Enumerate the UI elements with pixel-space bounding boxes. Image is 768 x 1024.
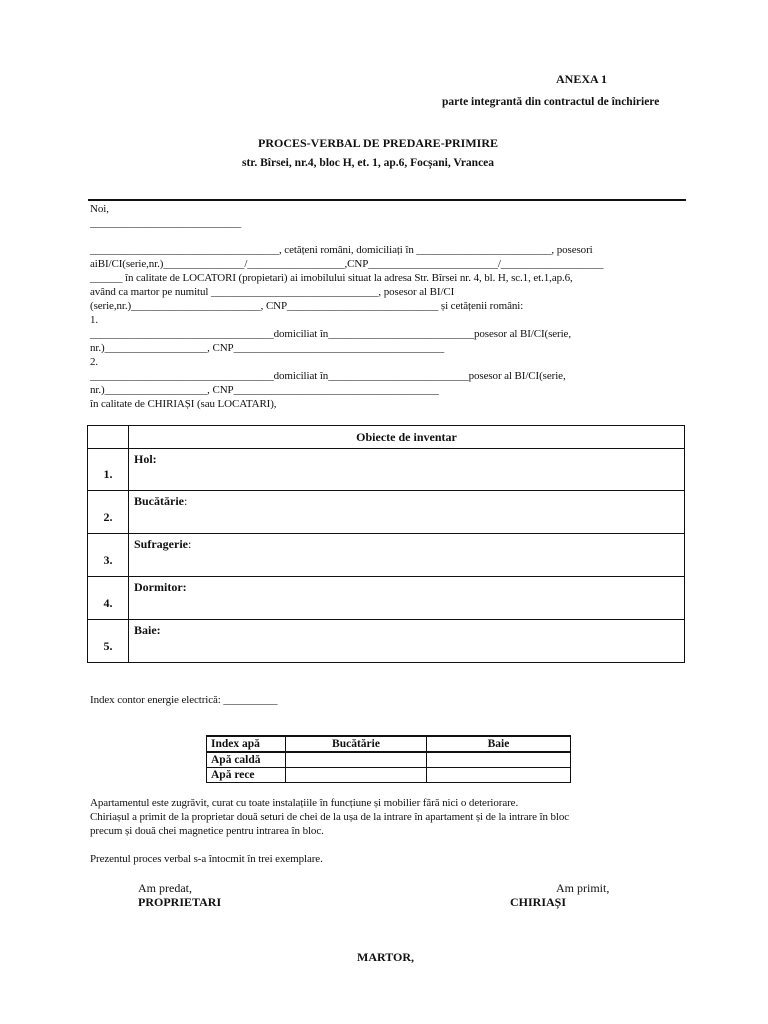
- room-label-suffix: :: [187, 537, 192, 551]
- water-header-cell: Index apă: [207, 736, 286, 752]
- received-label: Am primit,: [556, 881, 610, 895]
- body-line: __________________________________domiciliat în__________________________posesor al BI/CI(serie,: [90, 370, 566, 382]
- document-title: PROCES-VERBAL DE PREDARE-PRIMIRE: [258, 136, 499, 150]
- row-number: 5.: [88, 620, 129, 663]
- row-number: 1.: [88, 449, 129, 491]
- water-header-row: [207, 736, 571, 752]
- property-address: str. Bîrsei, nr.4, bloc H, et. 1, ap.6, Focșani, Vrancea: [242, 157, 495, 169]
- water-value-cell: [286, 768, 427, 783]
- body-line: în calitate de CHIRIAȘI (sau LOCATARI),: [90, 398, 277, 410]
- handed-over-label: Am predat,: [138, 881, 192, 895]
- closing-paragraph: Chiriașul a primit de la proprietar două seturi de chei de la ușa de la intrare în apartament și de la intrare în bloc: [90, 811, 570, 823]
- water-type-label: Apă rece: [207, 768, 286, 783]
- inventory-table: [87, 425, 685, 663]
- body-line: având ca martor pe numitul _______________________________, posesor al BI/CI: [90, 286, 455, 298]
- water-index-table: [206, 735, 571, 783]
- inventory-header: Obiecte de inventar: [129, 426, 685, 449]
- table-row: [207, 752, 571, 768]
- body-line: __________________________________domiciliat în___________________________posesor al BI/CI(serie,: [90, 328, 571, 340]
- body-line: nr.)___________________, CNP_______________________________________: [90, 342, 445, 354]
- closing-paragraph: Prezentul proces verbal s-a întocmit în trei exemplare.: [90, 853, 323, 865]
- body-line: 1.: [90, 314, 99, 326]
- header-divider: [88, 199, 686, 201]
- body-line: Noi,: [90, 203, 109, 215]
- body-line: nr.)___________________, CNP______________________________________: [90, 384, 439, 396]
- body-line: ___________________________________, cetățeni români, domiciliați în _________________________, posesori: [90, 244, 593, 256]
- inventory-header-row: [88, 426, 685, 449]
- body-line: ____________________________: [90, 217, 242, 229]
- room-label-suffix: :: [184, 494, 188, 508]
- room-cell: [129, 491, 685, 534]
- annex-subtitle: parte integrantă din contractul de închiriere: [442, 96, 660, 108]
- electricity-meter-index: Index contor energie electrică: __________: [90, 694, 278, 706]
- table-row: [88, 491, 685, 534]
- table-row: [207, 768, 571, 783]
- owners-label: PROPRIETARI: [138, 895, 222, 909]
- row-number: 3.: [88, 534, 129, 577]
- row-number: 2.: [88, 491, 129, 534]
- room-cell: [129, 534, 685, 577]
- table-row: [88, 577, 685, 620]
- witness-label: MARTOR,: [357, 950, 415, 964]
- body-line: 2.: [90, 356, 99, 368]
- water-value-cell: [286, 752, 427, 768]
- table-row: [88, 620, 685, 663]
- table-row: [88, 449, 685, 491]
- body-line: (serie,nr.)________________________, CNP____________________________ și cetățenii români:: [90, 300, 524, 312]
- water-value-cell: [427, 768, 571, 783]
- tenants-label: CHIRIAȘI: [510, 895, 567, 909]
- room-label: Bucătărie: [134, 494, 184, 508]
- table-row: [88, 534, 685, 577]
- room-label: Hol:: [134, 452, 157, 466]
- closing-paragraph: precum și două chei magnetice pentru intrarea în bloc.: [90, 825, 324, 837]
- room-cell: [129, 577, 685, 620]
- annex-label: ANEXA 1: [556, 72, 608, 86]
- water-header-cell: Baie: [427, 736, 571, 752]
- row-number: 4.: [88, 577, 129, 620]
- room-label: Baie:: [134, 623, 161, 637]
- body-line: aiBI/CI(serie,nr.)_______________/__________________,CNP________________________/___________________: [90, 258, 604, 270]
- water-value-cell: [427, 752, 571, 768]
- water-type-label: Apă caldă: [207, 752, 286, 768]
- body-line: ______ în calitate de LOCATORI (propietari) ai imobilului situat la adresa Str. Bîrsei nr. 4, bl. H, sc.1, et.1,ap.6,: [90, 272, 573, 284]
- closing-paragraph: Apartamentul este zugrăvit, curat cu toate instalațiile în funcțiune și mobilier fără nici o deteriorare.: [90, 797, 519, 809]
- water-header-cell: Bucătărie: [286, 736, 427, 752]
- room-cell: [129, 620, 685, 663]
- room-label: Sufragerie: [134, 537, 188, 551]
- room-cell: [129, 449, 685, 491]
- room-label: Dormitor:: [134, 580, 187, 594]
